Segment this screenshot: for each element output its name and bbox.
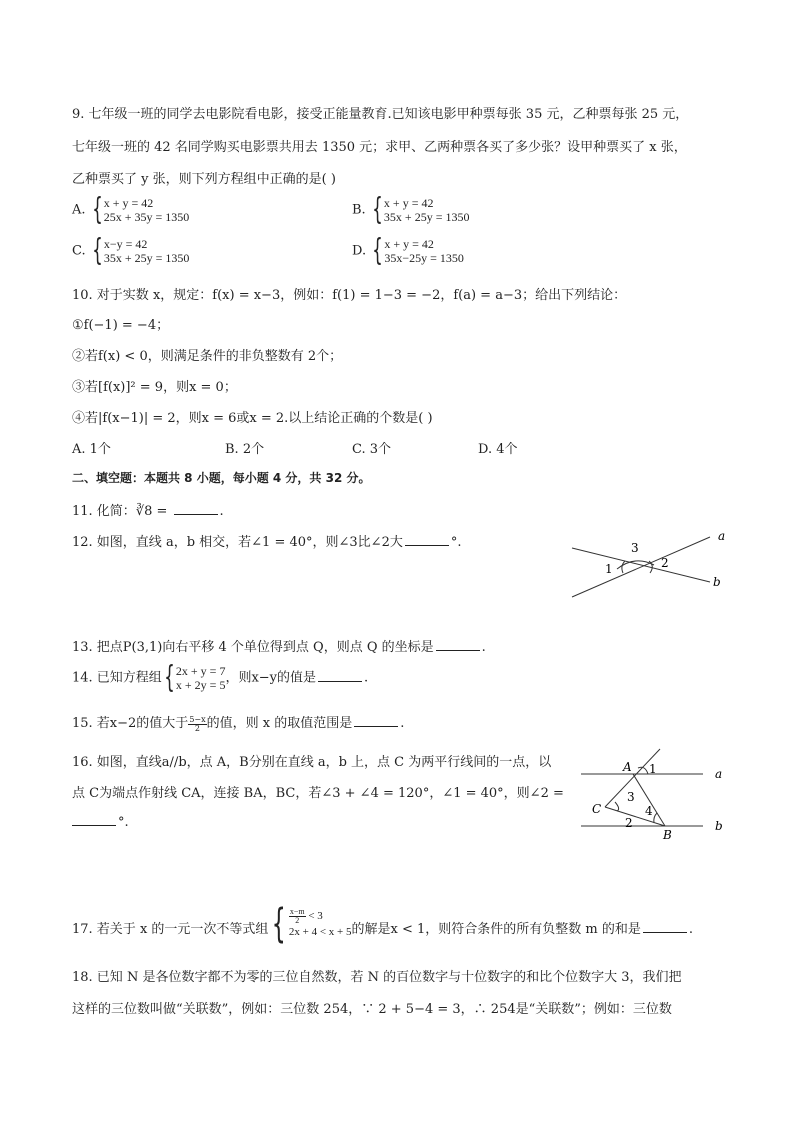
equation: 2x + y = 7 — [175, 664, 226, 678]
equation: x + 2y = 5 — [175, 678, 226, 692]
q9-option-b[interactable]: B. { x + y = 42 35x + 25y = 1350 — [352, 192, 470, 227]
equation: 25x + 35y = 1350 — [103, 210, 190, 224]
q14-text: 14. 已知方程组 — [72, 670, 162, 686]
inequality-1 — [289, 908, 352, 925]
answer-blank[interactable] — [72, 813, 116, 826]
q14-end: . — [364, 670, 369, 686]
q9-option-d[interactable]: D. { x + y = 42 35x−25y = 1350 — [352, 233, 464, 268]
answer-blank[interactable] — [643, 920, 687, 933]
q13 — [72, 636, 486, 655]
equation: x−y = 42 — [103, 237, 148, 251]
denominator: 2 — [295, 916, 300, 925]
q15-text: 15. 若x−2的值大于 — [72, 716, 189, 731]
q10-stem: 10. 对于实数 x，规定：f(x) = x−3，例如：f(1) = 1−3 = −2，f(a) = a−3；给出下列结论： — [72, 288, 627, 303]
label-4: 4 — [645, 804, 653, 818]
fraction — [188, 716, 206, 733]
answer-blank[interactable] — [174, 502, 218, 515]
label-B: B — [663, 828, 672, 842]
label-1: 1 — [605, 562, 613, 576]
q10-statement-1: ①f(−1) = −4； — [72, 318, 170, 333]
q12-end: °. — [450, 535, 462, 550]
q9-line1: 9. 七年级一班的同学去电影院看电影，接受正能量教育.已知该电影甲种票每张 35 元，乙种票每张 25 元， — [72, 107, 689, 122]
q10-option-d[interactable]: D. 4个 — [478, 442, 518, 457]
option-label: B. — [352, 202, 366, 218]
q10-option-b[interactable]: B. 2个 — [225, 442, 265, 457]
label-C: C — [592, 802, 602, 816]
label-1: 1 — [649, 762, 657, 776]
q15-end: . — [400, 716, 405, 731]
q10-option-a[interactable]: A. 1个 — [72, 442, 111, 457]
numerator: 5−x — [189, 715, 206, 724]
answer-blank[interactable] — [354, 714, 398, 727]
q10-statement-4: ④若|f(x−1)| = 2，则x = 6或x = 2.以上结论正确的个数是( ) — [72, 411, 433, 426]
option-label: A. — [72, 202, 86, 218]
q11-text: 11. 化简：∛8 = — [72, 504, 172, 519]
q16-line3 — [72, 813, 129, 830]
q16-line2: 点 C为端点作射线 CA，连接 BA，BC，若∠3 + ∠4 = 120°，∠1 = 40°，则∠2 = — [72, 786, 564, 801]
q17: 17. 若关于 x 的一元一次不等式组 { $\frac{x-m}{2}$ < 3 2x + 4 < x + 5 的解是x < 1，则符合条件的所有负整数 m 的和是 . — [72, 901, 693, 947]
inequality-rhs: < 3 — [308, 910, 323, 922]
q10-option-c[interactable]: C. 3个 — [352, 442, 392, 457]
q16-line1: 16. 如图，直线a//b，点 A，B分别在直线 a，b 上，点 C 为两平行线间的一点，以 — [72, 755, 552, 770]
q18-line1: 18. 已知 N 是各位数字都不为零的三位自然数，若 N 的百位数字与十位数字的和比个位数字大 3，我们把 — [72, 970, 682, 985]
q10-statement-2: ②若f(x) < 0，则满足条件的非负整数有 2个； — [72, 349, 343, 364]
q9-line3: 乙种票买了 y 张，则下列方程组中正确的是( ) — [72, 172, 336, 187]
q10-statement-3: ③若[f(x)]² = 9，则x = 0； — [72, 380, 237, 395]
q11-end: . — [219, 504, 224, 519]
inequality-2: 2x + 4 < x + 5 — [288, 926, 352, 938]
section-heading: 二、填空题：本题共 8 小题，每小题 4 分，共 32 分。 — [72, 471, 371, 485]
line-b — [572, 548, 710, 582]
label-3: 3 — [631, 541, 639, 555]
segment-ab — [633, 774, 665, 826]
label-a: a — [718, 529, 726, 543]
q9-option-a[interactable]: A. { x + y = 42 25x + 35y = 1350 — [72, 192, 190, 227]
q9-line2: 七年级一班的 42 名同学购买电影票共用去 1350 元；求甲、乙两种票各买了多少张？设甲种票买了 x 张， — [72, 140, 687, 155]
label-a: a — [715, 767, 723, 781]
equation: x + y = 42 — [103, 196, 154, 210]
q16-figure — [575, 745, 735, 845]
answer-blank[interactable] — [405, 533, 449, 546]
q12-text: 12. 如图，直线 a，b 相交，若∠1 = 40°，则∠3比∠2大 — [72, 535, 403, 550]
q9-option-c[interactable]: C. { x−y = 42 35x + 25y = 1350 — [72, 233, 190, 268]
segment-cb — [605, 807, 665, 826]
q16-end: °. — [118, 815, 129, 830]
numerator: x−m — [289, 907, 305, 916]
label-2: 2 — [661, 556, 669, 570]
angle-1-arc — [622, 561, 625, 573]
angle-3-arc — [615, 802, 619, 811]
q12-figure — [565, 525, 735, 600]
option-label: C. — [72, 243, 86, 259]
q17-text-2: 的解是x < 1，则符合条件的所有负整数 m 的和是 — [351, 922, 641, 937]
equation: x + y = 42 — [384, 237, 434, 251]
label-2: 2 — [625, 816, 633, 830]
q15-text-2: 的值，则 x 的取值范围是 — [206, 716, 353, 731]
fraction — [289, 908, 306, 925]
q13-text: 13. 把点P(3,1)向右平移 4 个单位得到点 Q，则点 Q 的坐标是 — [72, 640, 434, 655]
label-A: A — [623, 760, 632, 774]
answer-blank[interactable] — [436, 638, 480, 651]
label-b: b — [713, 575, 721, 589]
line-a — [572, 537, 710, 597]
q12 — [72, 531, 461, 550]
q14: 14. 已知方程组 { 2x + y = 7 x + 2y = 5 ，则x−y的值是 . — [72, 660, 369, 695]
q15 — [72, 712, 404, 733]
q17-end: . — [688, 922, 693, 937]
q18-line2: 这样的三位数叫做“关联数”，例如：三位数 254，∵ 2 + 5−4 = 3，∴ 254是“关联数”；例如：三位数 — [72, 1002, 672, 1017]
q17-text: 17. 若关于 x 的一元一次不等式组 — [72, 922, 269, 937]
angle-4-arc — [654, 813, 657, 823]
answer-blank[interactable] — [318, 669, 362, 682]
label-3: 3 — [627, 790, 635, 804]
q14-text-2: ，则x−y的值是 — [225, 670, 317, 686]
label-b: b — [715, 819, 723, 833]
equation: 35x−25y = 1350 — [384, 251, 464, 265]
equation: x + y = 42 — [383, 196, 434, 210]
denominator: 2 — [194, 724, 201, 733]
option-label: D. — [352, 243, 367, 259]
equation: 35x + 25y = 1350 — [103, 251, 190, 265]
q13-end: . — [481, 640, 486, 655]
q11 — [72, 500, 224, 519]
equation: 35x + 25y = 1350 — [383, 210, 470, 224]
